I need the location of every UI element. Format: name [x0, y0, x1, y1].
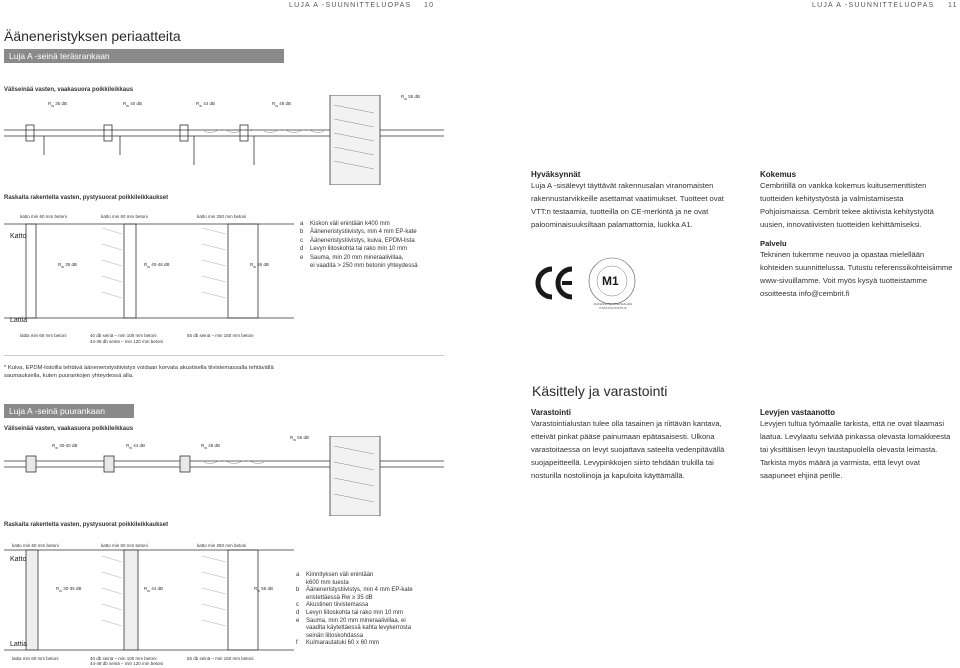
steel-light-rating-3: $R_w$ 44 dB: [196, 101, 215, 108]
legend-row: f Kulmarautatuki 60 x 60 mm: [296, 640, 380, 647]
m1-label: M1: [602, 274, 619, 288]
left-page-number: 10: [424, 2, 435, 9]
steel-floor-label: Lattia: [10, 317, 28, 324]
wood-section-bar: Luja A -seinä puurankaan: [4, 404, 134, 418]
wood-legend: [296, 572, 461, 648]
storage-text: Varastointialustan tulee olla tasainen ja riittävän kantava, etteivät pinkat pääse painumaan epätasaisesti. Ulkona varastoitaessa on levyt suojattava sateelta vedenpitävällä suojapeitteellä. Levypinkkojen siirto tehdään trukilla tai nosturilla nostoliinoja ja kapuloita käyttämällä.: [531, 419, 725, 480]
wood-ceiling-label: Katto: [10, 556, 27, 563]
receipt-text: Levyjen tultua työmaalle tarkista, että ne ovat tilaamasi laatua. Levylaatu selviää pinkassa olevasta lomakkeesta tai yksittäisen levyn taustapuolella olevasta leimasta. Tarkista myös määrä ja varmista, että levyt ovat saapuneet ehjinä perille.: [760, 419, 951, 480]
divider: [4, 355, 444, 356]
service-text: Tekninen tukemme neuvoo ja opastaa mielellään kohteiden suunnittelussa. Tutustu referenssikohteisiimme www-sivuillamme. Voit myös kysyä tuotteistamme osoitteesta info@cembrit.fi: [760, 250, 953, 298]
steel-heavy-bottom-3: 44-48 db seinä – min 120 mm betoni: [90, 339, 164, 344]
experience-heading: Kokemus: [760, 170, 797, 179]
wood-heavy-rating-1: $R_w$ 30-35 dB: [56, 586, 82, 593]
experience-block: [760, 170, 956, 300]
steel-light-rating-4: $R_w$ 48 dB: [272, 101, 291, 108]
steel-section-bar: Luja A -seinä teräsrankaan: [4, 49, 284, 63]
wood-heavy-bottom-3: 44-48 db seinä – min 120 mm betoni: [90, 661, 164, 666]
legend-row: b Ääneneristystiivistys, min 4 mm EP-kate: [296, 587, 413, 594]
approvals-text: Luja A -sisälevyt täyttävät rakennusalan viranomaisten rakennustarvikkeille asettamat vaatimukset. Tuotteet ovat VTT:n testaamia, tuotteilla on CE-merkintä ja ne ovat paloominaisuuksiltaan palamattomia, luokka A1.: [531, 181, 724, 229]
wood-light-rating-1: $R_w$ 30-40 dB: [52, 443, 78, 450]
left-running-title: LUJA A -SUUNNITTELUOPAS: [289, 2, 412, 9]
wood-heavy-bottom-2: 40 db seinä – min 100 mm betoni: [90, 656, 157, 661]
steel-light-rating-2: $R_w$ 40 dB: [123, 101, 142, 108]
steel-light-label: Väliseinää vasten, vaakasuora poikkileikkaus: [4, 87, 134, 93]
steel-ceiling-label: Katto: [10, 233, 27, 240]
receipt-heading: Levyjen vastaanotto: [760, 408, 835, 417]
steel-heavy-top-3: katto min 250 mm betoni: [197, 214, 247, 219]
m1-ring-text: RAKENNUSMATERIAALIEN PÄÄSTÖLUOKITUS: [593, 302, 633, 310]
wood-light-rating-2: $R_w$ 44 dB: [126, 443, 145, 450]
steel-legend: [300, 220, 460, 270]
wood-light-rating-3: $R_w$ 48 dB: [201, 443, 220, 450]
handling-title: Käsittely ja varastointi: [532, 383, 668, 399]
legend-row: b Ääneneristystiivistys, min 4 mm EP-kate: [300, 229, 417, 236]
ce-mark-icon: [532, 265, 576, 301]
steel-heavy-rating-2: $R_w$ 40-48 dB: [144, 262, 170, 269]
steel-heavy-bottom-1: lattia min 60 mm betoni: [20, 333, 67, 338]
wood-heavy-bottom-1: lattia min 60 mm betoni: [12, 656, 59, 661]
approvals-block: [531, 170, 741, 231]
wood-heavy-bottom-4: 55 db seinä – min 150 mm betoni: [187, 656, 254, 661]
wood-heavy-top-2: katto min 60 mm betoni: [101, 543, 148, 548]
wood-heavy-label: Raskaita rakenteita vasten, pystysuorat poikkileikkaukset: [4, 522, 169, 528]
legend-row: a Kiinnityksen väli enintään: [296, 572, 374, 578]
wood-heavy-top-3: katto min 250 mm betoni: [197, 543, 247, 548]
legend-row: eristettäessä Rw ≥ 35 dB: [306, 594, 373, 601]
approvals-heading: Hyväksynnät: [531, 170, 581, 179]
wood-heavy-top-1: katto min 60 mm betoni: [12, 543, 59, 548]
steel-light-wall-diagram: [4, 95, 444, 185]
page-title: Ääneneristyksen periaatteita: [4, 28, 181, 44]
wood-heavy-rating-3: $R_w$ 55 dB: [254, 586, 273, 593]
right-page-number: 11: [948, 2, 958, 9]
right-running-title: LUJA A -SUUNNITTELUOPAS: [812, 2, 935, 9]
steel-light-rating-1: $R_w$ 35 dB: [48, 101, 67, 108]
storage-block: [531, 408, 741, 482]
wood-heavy-rating-2: $R_w$ 44 dB: [144, 586, 163, 593]
steel-heavy-label: Raskaita rakenteita vasten, pystysuorat poikkileikkaukset: [4, 195, 169, 201]
legend-row: c Akustinen tiivistemassa: [296, 602, 369, 609]
storage-heading: Varastointi: [531, 408, 571, 417]
legend-row: e Sauma, min 20 mm mineraalivillaa,: [300, 254, 404, 261]
receipt-block: [760, 408, 956, 482]
wood-heavy-wall-diagram: [4, 540, 294, 660]
legend-row: ei vaadita > 250 mm betonin yhteydessä: [310, 263, 418, 270]
steel-heavy-bottom-4: 55 db seinä – min 150 mm betoni: [187, 333, 254, 338]
wood-light-label: Väliseinää vasten, vaakasuora poikkileikkaus: [4, 426, 134, 432]
steel-heavy-wall-diagram: [4, 208, 294, 338]
steel-heavy-bottom-2: 40 db seinä – min 100 mm betoni: [90, 333, 157, 338]
legend-row: vaadita käytettäessä kahta levykerrosta: [306, 625, 412, 632]
steel-footnote: * Kuiva, EPDM-listoilla tehtävä ääneneristystiivistys voidaan korvata akustisella tiivistemassalla tehtävällä saumauksella, kuten puurankojen yhteydessä alla.: [4, 365, 274, 379]
experience-text: Cembritillä on vankka kokemus kuitusementtisten tuotteiden kehitystyöstä ja valmistamisesta Pohjoismaissa. Cembrit tekee aktiivista kehitystyötä uusien, innovatiivisten tuotteiden kehittämiseksi.: [760, 181, 934, 229]
legend-row: d Levyn liitoskohta tai rako min 10 mm: [300, 246, 408, 253]
legend-row: k600 mm tuesta: [306, 579, 349, 586]
legend-row: seinän liitoskohdassa: [306, 632, 364, 639]
legend-row: e Sauma, min 20 mm mineraalivillaa, ei: [296, 617, 406, 624]
legend-row: d Levyn liitoskohta tai rako min 10 mm: [296, 609, 404, 616]
wood-light-rating-4: $R_w$ 55 dB: [290, 435, 309, 442]
wood-floor-label: Lattia: [10, 641, 28, 648]
steel-heavy-top-1: katto min 60 mm betoni: [20, 214, 67, 219]
legend-row: a Kiskon väli enintään k400 mm: [300, 221, 390, 227]
steel-heavy-rating-1: $R_w$ 35 dB: [58, 262, 77, 269]
service-heading: Palvelu: [760, 239, 787, 248]
steel-heavy-top-2: katto min 60 mm betoni: [101, 214, 148, 219]
steel-light-rating-5: $R_w$ 55 dB: [401, 94, 420, 101]
steel-heavy-rating-3: $R_w$ 55 dB: [250, 262, 269, 269]
legend-row: c Ääneneristystiivistys, kuiva, EPDM-lista: [300, 237, 415, 244]
